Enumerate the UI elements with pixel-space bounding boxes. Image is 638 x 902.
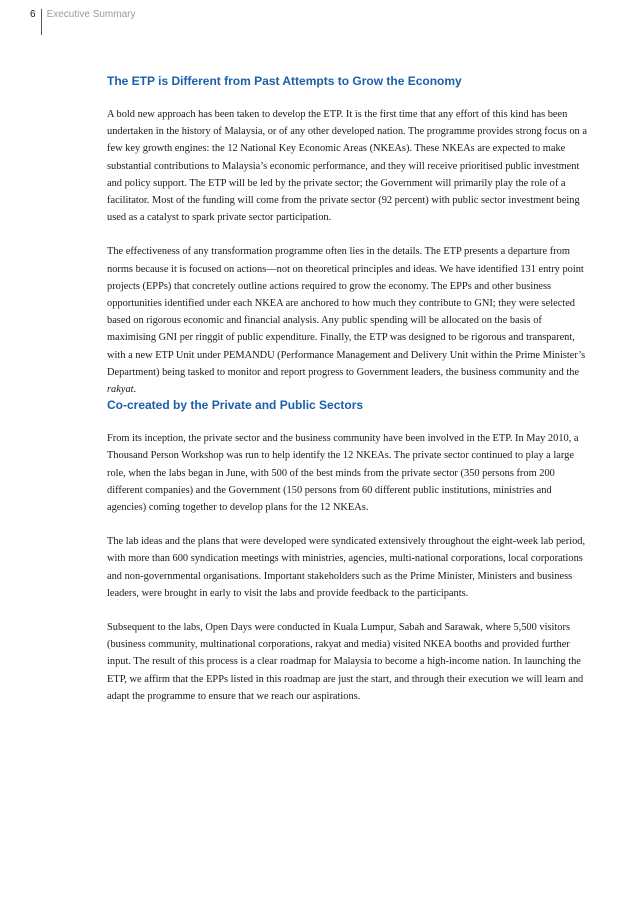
paragraph-effectiveness <box>107 243 592 398</box>
section-heading-etp-different: The ETP is Different from Past Attempts to Grow the Economy <box>107 74 462 88</box>
paragraph-bold-new-approach: A bold new approach has been taken to develop the ETP. It is the first time that any effort of this kind has been undertaken in the history of Malaysia, or of any other developed nation. The programme provides strong focus on a few key growth engines: the 12 National Key Economic Areas (NKEAs). These NKEAs are expected to make substantial contributions to Malaysia’s economic performance, and they will receive prioritised public investment and policy support. The ETP will be led by the private sector; the Government will primarily play the role of a facilitator. Most of the funding will come from the private sector (92 percent) with public sector investment being used as a catalyst to spark private sector participation. <box>107 109 587 224</box>
paragraph-lab-ideas: The lab ideas and the plans that were developed were syndicated extensively throughout the eight-week lab period, with more than 600 syndication meetings with ministries, agencies, multi-national corporations, local corporations and non-governmental organisations. Important stakeholders such as the Prime Minister, Ministers and business leaders, were brought in early to visit the labs and provide feedback to the participants. <box>107 536 586 599</box>
rakyat-italic: rakyat <box>107 384 134 396</box>
paragraph-effectiveness-end: . <box>133 384 137 396</box>
paragraph-effectiveness-text: The effectiveness of any transformation programme often lies in the details. The ETP presents a departure from norms because it is focused on actions—not on theoretical principles and ideas. We have identified 131 entry point projects (EPPs) that concretely outline actions required to grow the economy. The EPPs and other business opportunities identified under each NKEA are anchored to how much they contribute to GNI; they were selected based on rigorous economic and financial analysis. Any public spending will be allocated on the basis of maximising GNI per ringgit of public expenditure. Finally, the ETP was designed to be rigorous and transparent, with a new ETP Unit under PEMANDU (Performance Management and Delivery Unit within the Prime Minister’s Department) being tasked to monitor and report progress to Government leaders, the business community and the <box>107 246 586 378</box>
running-header-section: Executive Summary <box>46 9 136 20</box>
running-header <box>30 9 135 35</box>
section-heading-co-created: Co-created by the Private and Public Sectors <box>107 398 364 413</box>
paragraph-open-days: Subsequent to the labs, Open Days were conducted in Kuala Lumpur, Sabah and Sarawak, where 5,500 visitors (business community, multinational corporations, rakyat and media) visited NKEA booths and provided further input. The result of this process is a clear roadmap for Malaysia to become a high-income nation. In launching the ETP, we affirm that the EPPs listed in this roadmap are just the start, and through their execution we will learn and adapt the programme to ensure that we reach our aspirations. <box>107 622 584 702</box>
main-content <box>107 74 592 705</box>
page-number: 6 <box>30 9 36 20</box>
paragraph-inception: From its inception, the private sector and the business community have been involved in the ETP. In May 2010, a Thousand Person Workshop was run to help identify the 12 NKEAs. The private sector continued to play a large role, when the labs began in June, with 500 of the best minds from the private sector (350 persons from 200 different companies) and the Government (150 persons from 60 different public institutions, ministries and agencies) coming together to develop plans for the 12 NKEAs. <box>107 433 579 514</box>
